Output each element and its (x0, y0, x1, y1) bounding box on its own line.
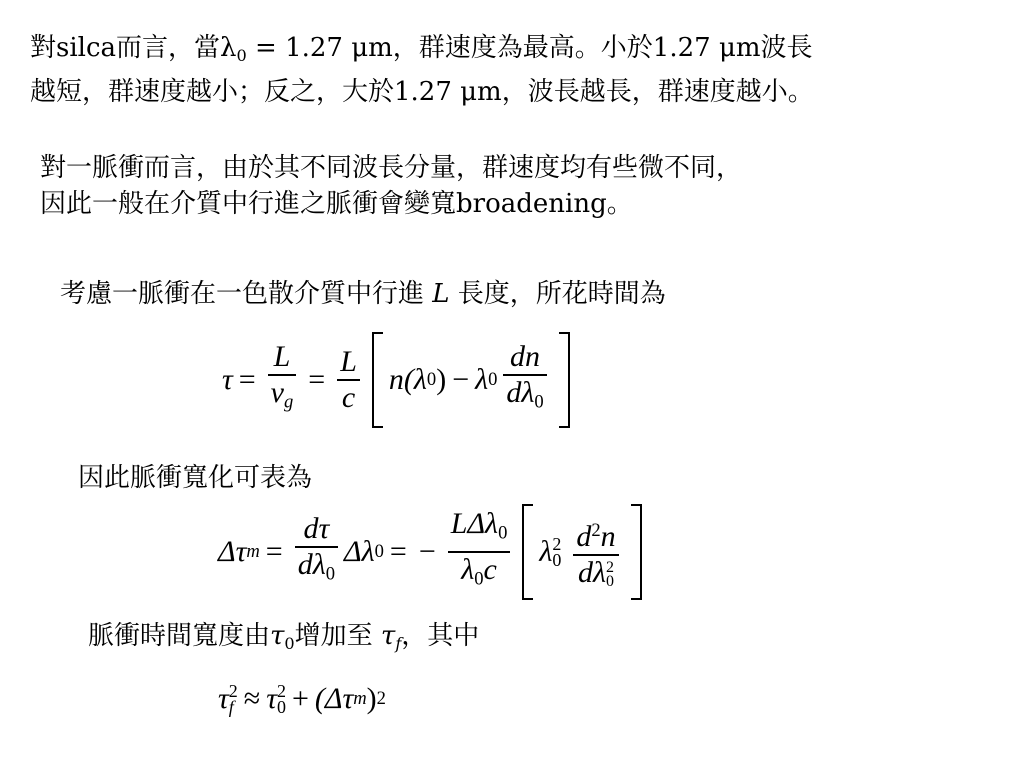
fraction-dn-dlambda (503, 340, 546, 420)
subscript: 0 (426, 369, 437, 390)
fraction-d2n-dlambda2 (573, 514, 618, 590)
fraction-L-over-vg (268, 340, 297, 420)
subscript: 0 (284, 633, 295, 653)
paragraph-broadening: 因此脈衝寬化可表為 (78, 463, 313, 493)
paragraph-line (30, 30, 814, 74)
superscript: 2 (552, 534, 562, 554)
delta-lambda: Δλ (344, 535, 375, 568)
denominator (295, 548, 338, 592)
sup-sub-stack (552, 536, 561, 568)
tau-symbol: τ (218, 682, 229, 715)
fraction-dtau-dlambda (295, 512, 338, 592)
l-delta-lambda: LΔλ (450, 507, 499, 541)
denominator (575, 556, 617, 590)
paragraph-travel-time (60, 276, 666, 312)
subscript: m (353, 688, 367, 709)
subscript: 0 (606, 573, 614, 591)
sup-sub-stack (606, 561, 614, 589)
superscript: 2 (606, 559, 614, 577)
text-run: ，其中 (401, 621, 480, 651)
fraction-L-dlambda-over-lambda-c (448, 507, 511, 596)
sup-sub-stack (229, 683, 238, 715)
equals-sign: = (308, 363, 326, 396)
numerator (573, 514, 618, 554)
d-lambda: dλ (506, 376, 535, 410)
minus-sign: − (452, 363, 470, 396)
numerator: dτ (303, 512, 330, 546)
minus-sign: − (418, 535, 436, 568)
var-L: L (432, 279, 450, 309)
var-c: c (483, 553, 497, 586)
paragraph-line: 對一脈衝而言，由於其不同波長分量，群速度均有些微不同， (40, 153, 743, 183)
denominator: c (341, 381, 356, 414)
numerator: L (273, 340, 291, 374)
left-bracket (522, 504, 533, 600)
equation-width-relation (218, 682, 386, 716)
equals-sign: = (389, 535, 407, 568)
subscript: 0 (236, 45, 247, 65)
right-bracket (631, 504, 642, 600)
tau-symbol: τ (380, 621, 396, 651)
text-run: 對silca而言，當λ (30, 33, 237, 63)
subscript: 0 (498, 523, 508, 544)
superscript: 2 (228, 681, 238, 701)
tau-symbol: τ (222, 363, 233, 396)
subscript: 0 (276, 697, 286, 717)
paragraph-pulse-broadening (40, 150, 742, 222)
numerator (448, 507, 511, 551)
sup-sub-stack (277, 683, 286, 715)
text-run: 增加至 (294, 621, 381, 651)
paragraph-line: 因此一般在介質中行進之脈衝會變寬broadening。 (40, 189, 633, 219)
subscript: g (284, 391, 294, 413)
plus-sign: + (291, 682, 309, 715)
subscript: 0 (488, 369, 498, 390)
text-run: = 1.27 μm，群速度為最高。小於1.27 μm波長 (246, 33, 813, 63)
delta-tau: Δτ (218, 535, 247, 568)
text-run: 脈衝時間寬度由 (88, 621, 271, 651)
var-n: n (600, 520, 616, 554)
approx-sign: ≈ (243, 682, 261, 715)
superscript: 2 (276, 681, 286, 701)
equals-sign: = (238, 363, 256, 396)
denominator (458, 553, 500, 597)
numerator: L (340, 345, 357, 378)
d: d (576, 520, 592, 554)
paragraph-pulse-width (88, 618, 479, 662)
paragraph-group-velocity (30, 30, 814, 110)
d-lambda: dλ (578, 556, 606, 590)
subscript: f (228, 697, 234, 717)
tau-symbol: τ (270, 621, 285, 651)
subscript: 0 (534, 391, 544, 413)
subscript: 0 (474, 568, 484, 590)
equation-broadening (218, 504, 648, 600)
paren-delta-tau: (Δτ (314, 682, 354, 715)
close-paren: ) (436, 363, 447, 396)
superscript: 2 (591, 519, 601, 541)
d-lambda: dλ (297, 548, 326, 582)
term-n-lambda: n(λ (388, 363, 427, 396)
equation-travel-time (222, 332, 576, 428)
var-v: v (270, 376, 284, 410)
lambda-symbol: λ (475, 363, 489, 396)
superscript: 2 (376, 688, 386, 709)
right-bracket (559, 332, 570, 428)
text-run: 長度，所花時間為 (449, 279, 666, 309)
denominator (503, 376, 546, 420)
subscript: 0 (325, 563, 336, 585)
close-paren: ) (366, 682, 377, 715)
subscript: m (246, 541, 260, 562)
lambda-symbol: λ (539, 535, 553, 568)
left-bracket (372, 332, 383, 428)
tau-symbol: τ (266, 682, 277, 715)
subscript: 0 (552, 550, 562, 570)
text-run: 考慮一脈衝在一色散介質中行進 (60, 279, 433, 309)
fraction-L-over-c (337, 345, 360, 415)
lambda-symbol: λ (461, 553, 475, 586)
paragraph-line: 越短，群速度越小；反之，大於1.27 μm，波長越長，群速度越小。 (30, 76, 814, 107)
denominator (268, 376, 297, 420)
subscript: 0 (374, 541, 384, 562)
numerator: dn (510, 340, 541, 374)
equals-sign: = (265, 535, 283, 568)
subscript: f (395, 633, 402, 653)
